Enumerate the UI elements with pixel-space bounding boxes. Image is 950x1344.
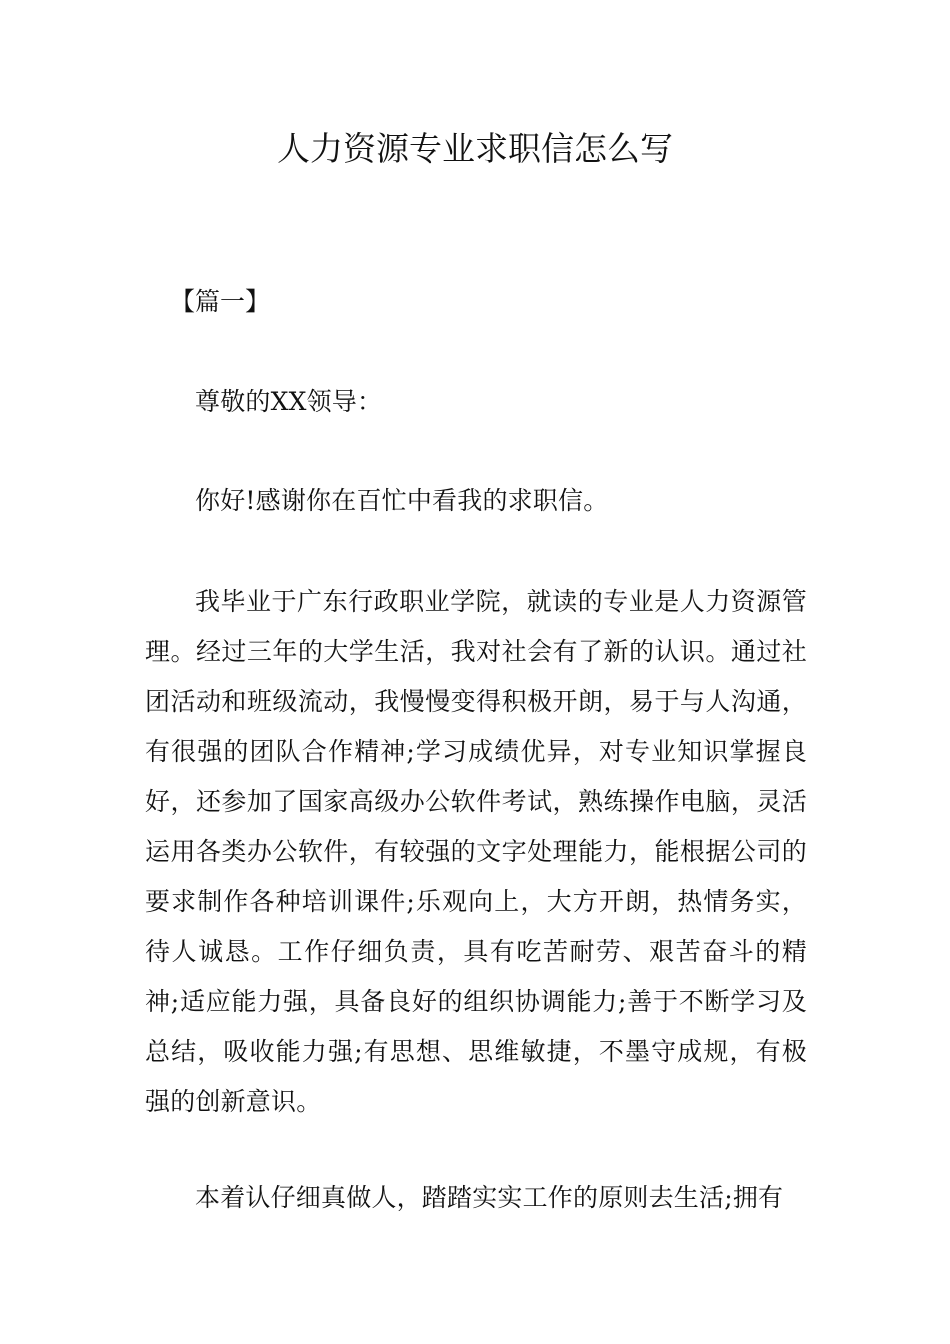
letter-paragraph: 我毕业于广东行政职业学院，就读的专业是人力资源管理。经过三年的大学生活，我对社会有了新的认识。通过社团活动和班级流动，我慢慢变得积极开朗，易于与人沟通，有很强的团队合作精神;学习成绩优异，对专业知识掌握良好，还参加了国家高级办公软件考试，熟练操作电脑，灵活运用各类办公软件，有较强的文字处理能力，能根据公司的要求制作各种培训课件;乐观向上，大方开朗，热情务实，待人诚恳。工作仔细负责，具有吃苦耐劳、艰苦奋斗的精神;适应能力强，具备良好的组织协调能力;善于不断学习及总结，吸收能力强;有思想、思维敏捷，不墨守成规，有极强的创新意识。 (145, 587, 807, 1116)
page-title: 人力资源专业求职信怎么写 (277, 129, 673, 168)
section-label: 【篇一】 (170, 287, 271, 316)
letter-opening: 你好!感谢你在百忙中看我的求职信。 (195, 486, 609, 515)
letter-paragraph-continued: 本着认仔细真做人，踏踏实实工作的原则去生活;拥有 (195, 1183, 784, 1212)
letter-greeting: 尊敬的XX领导： (195, 387, 383, 416)
